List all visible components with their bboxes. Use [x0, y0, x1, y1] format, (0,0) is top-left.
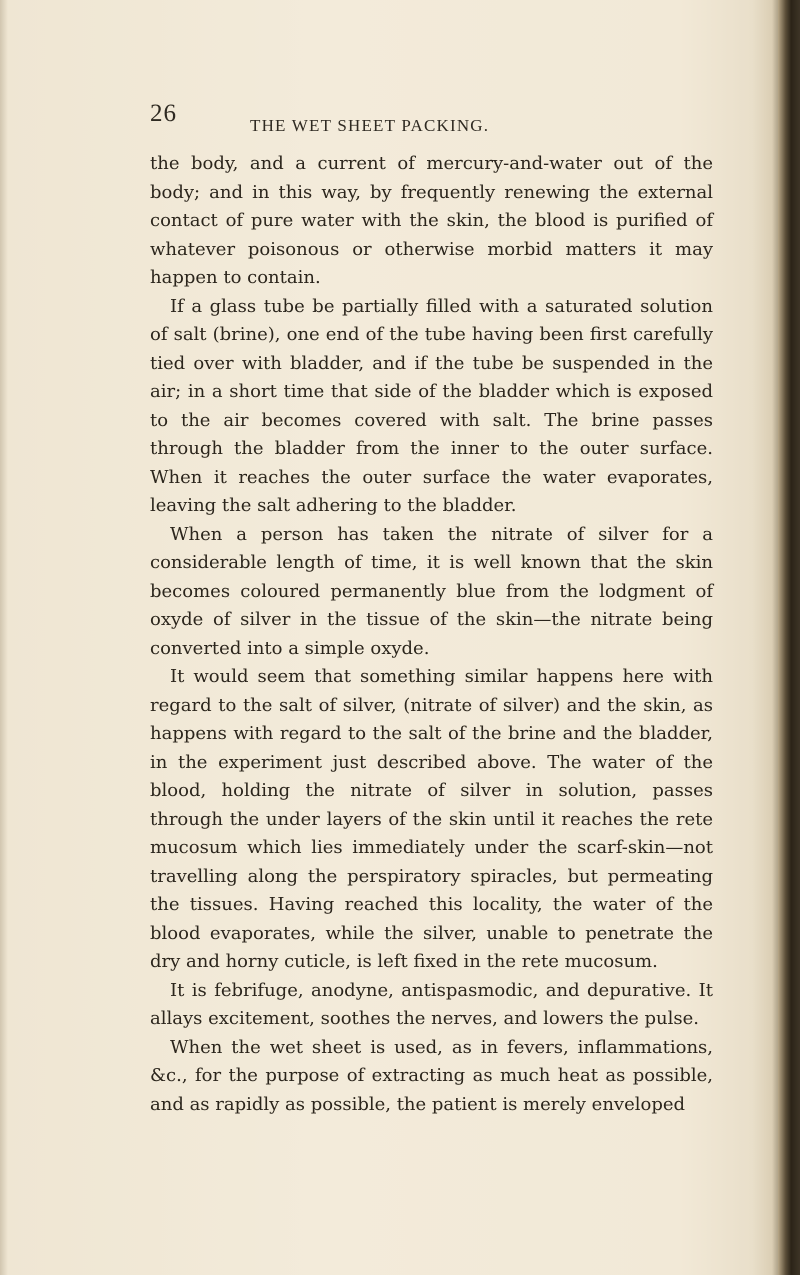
page-gutter-shadow: [0, 0, 8, 1275]
running-title: THE WET SHEET PACKING.: [250, 116, 490, 135]
body-text: [150, 150, 713, 1119]
paragraph-2: If a glass tube be partially filled with a saturated solution of salt (brine), one end of the tube having been first carefully tied over with bladder, and if the tube be suspended in the air; in a short time that side of the bladder which is exposed to the air becomes covered with salt. The brine passes through the bladder from the inner to the outer surface. When it reaches the outer surface the water evaporates, leaving the salt adhering to the bladder.: [150, 295, 713, 516]
paragraph-6: When the wet sheet is used, as in fevers, inflammations, &c., for the purpose of extracting as much heat as possible, and as rapidly as possible, the patient is merely enveloped: [150, 1036, 713, 1115]
page-header: [150, 100, 710, 136]
paragraph-3: When a person has taken the nitrate of silver for a considerable length of time, it is well known that the skin becomes coloured permanently blue from the lodgment of oxyde of silver in the tissue of the skin—the nitrate being converted into a simple oxyde.: [150, 523, 713, 659]
paragraph-5: It is febrifuge, anodyne, antispasmodic, and depurative. It allays excitement, soothes the nerves, and lowers the pulse.: [150, 979, 713, 1029]
paragraph-1: the body, and a current of mercury-and-water out of the body; and in this way, by frequently renewing the external contact of pure water with the skin, the blood is purified of whatever poisonous or otherwise morbid matters it may happen to contain.: [150, 153, 713, 288]
paragraph-4: It would seem that something similar happens here with regard to the salt of silver, (nitrate of silver) and the skin, as happens with regard to the salt of the brine and the bladder, in the experiment just described above. The water of the blood, holding the nitrate of silver in solution, passes through the under layers of the skin until it reaches the rete mucosum which lies immediately under the scarf-skin—not travelling along the perspiratory spiracles, but permeating the tissues. Having reached this locality, the water of the blood evaporates, while the silver, unable to penetrate the dry and horny cuticle, is left fixed in the rete mucosum.: [150, 666, 713, 972]
page-number: 26: [150, 100, 177, 127]
book-spine-edge: [778, 0, 800, 1275]
